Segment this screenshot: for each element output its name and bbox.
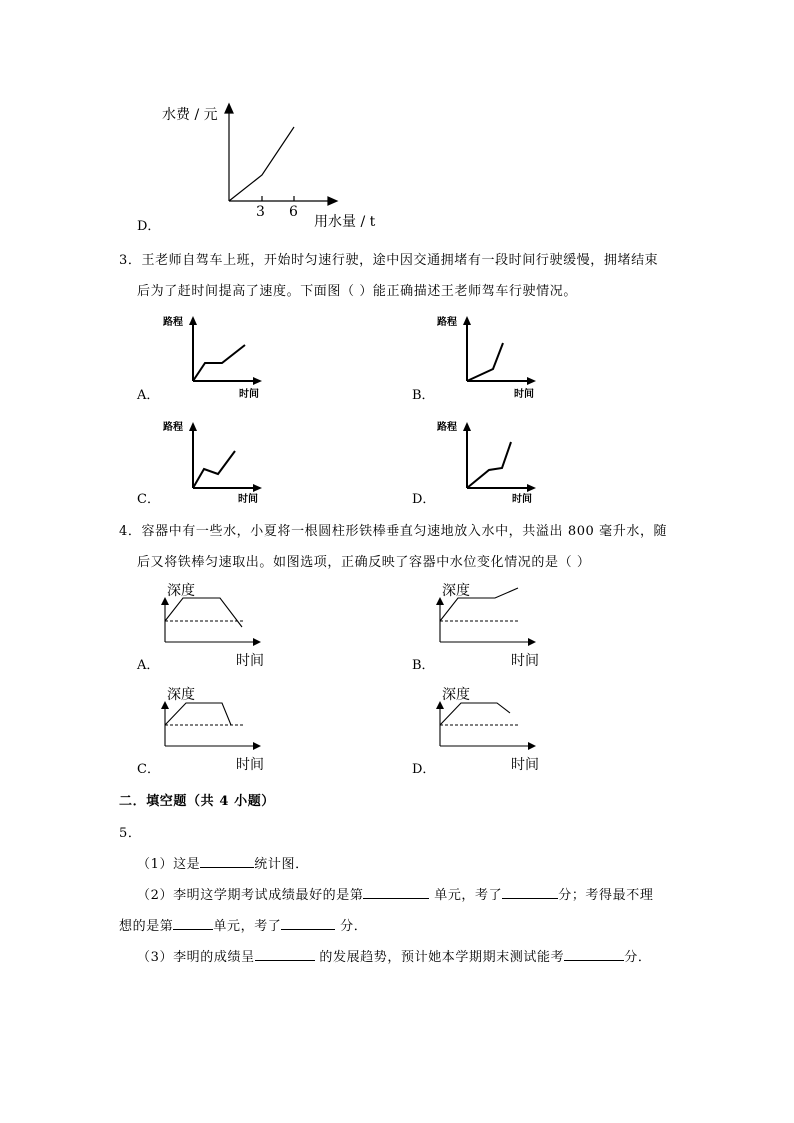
- q5-blank-worst-score[interactable]: [281, 916, 335, 930]
- q4-graph-d: [436, 701, 536, 750]
- q3-c-ylabel: 路程: [163, 422, 183, 433]
- q4-b-ylabel: 深度: [442, 583, 470, 599]
- q4-option-b[interactable]: B．: [412, 658, 435, 673]
- q4-a-ylabel: 深度: [167, 583, 195, 599]
- graph-d-ylabel: 水费 / 元: [162, 107, 218, 123]
- q5-blank-trend[interactable]: [255, 947, 315, 961]
- q4-c-xlabel: 时间: [236, 757, 264, 773]
- option-label-d: D．: [137, 219, 161, 234]
- graph-d-xlabel: 用水量 / t: [314, 214, 376, 230]
- q5-part-3: [137, 946, 651, 965]
- q3-option-b[interactable]: B．: [412, 388, 435, 403]
- q3-line1: 王老师自驾车上班，开始时匀速行驶，途中因交通拥堵有一段时间行驶缓慢，拥堵结束: [141, 253, 659, 268]
- q5-number: 5．: [119, 826, 142, 841]
- q3-a-xlabel: 时间: [239, 389, 259, 400]
- q5-p2-prefix: （2）李明这学期考试成绩最好的是第: [137, 888, 364, 903]
- q4-b-xlabel: 时间: [511, 653, 539, 669]
- q4-line1: 容器中有一些水，小夏将一根圆柱形铁棒垂直匀速地放入水中，共溢出 800 毫升水，随: [141, 524, 668, 539]
- graph-d-tick-6: 6: [289, 204, 298, 220]
- q4-option-d[interactable]: D．: [412, 762, 436, 777]
- q3-option-a[interactable]: A．: [137, 388, 160, 403]
- q5-p2-cont-suffix: 分．: [340, 919, 368, 934]
- q5-p1-suffix: 统计图．: [254, 857, 309, 872]
- q3-c-xlabel: 时间: [238, 494, 258, 505]
- q5-part-2-cont: [119, 915, 367, 934]
- q4-option-a[interactable]: A．: [137, 658, 160, 673]
- q3-b-ylabel: 路程: [437, 317, 457, 328]
- q3-a-ylabel: 路程: [163, 317, 183, 328]
- q3-d-ylabel: 路程: [437, 422, 457, 433]
- q5-part-1: [137, 853, 309, 872]
- q4-option-c[interactable]: C．: [137, 762, 160, 777]
- q4-graph-c: [161, 701, 261, 750]
- q5-blank-predicted-score[interactable]: [564, 947, 624, 961]
- q5-p2-cont-prefix: 想的是第: [119, 919, 174, 934]
- q5-blank-worst-unit[interactable]: [173, 916, 213, 930]
- q5-part-2: [137, 884, 653, 903]
- q3-d-xlabel: 时间: [512, 494, 532, 505]
- q3-b-xlabel: 时间: [514, 389, 534, 400]
- q4-text-line2: 后又将铁棒匀速取出。如图选项，正确反映了容器中水位变化情况的是（ ）: [137, 555, 591, 570]
- q5-p3-mid: 的发展趋势，预计她本学期期末测试能考: [319, 950, 565, 965]
- q3-option-c[interactable]: C．: [137, 492, 160, 507]
- q4-c-ylabel: 深度: [167, 687, 195, 703]
- q5-p2-cont-unit: 单元，考了: [213, 919, 282, 934]
- q4-d-xlabel: 时间: [511, 757, 539, 773]
- q5-p2-unit: 单元，考了: [434, 888, 503, 903]
- q3-text-line2: 后为了赶时间提高了速度。下面图（ ）能正确描述王老师驾车行驶情况。: [137, 284, 577, 299]
- q5-blank-chart-type[interactable]: [200, 854, 254, 868]
- q5-blank-best-score[interactable]: [502, 885, 558, 899]
- q4-graph-b: [436, 588, 536, 646]
- q5-p1-prefix: （1）这是: [137, 857, 201, 872]
- q5-p3-suffix: 分．: [624, 950, 652, 965]
- q3-option-d[interactable]: D．: [412, 492, 436, 507]
- q5-blank-best-unit[interactable]: [363, 885, 429, 899]
- q5-p2-worst: 分；考得最不理: [558, 888, 654, 903]
- q4-number: 4．: [119, 524, 142, 539]
- q4-graph-a: [161, 597, 261, 646]
- section-2-title: 二．填空题（共 4 小题）: [119, 794, 275, 809]
- graph-d-tick-3: 3: [256, 204, 265, 220]
- q4-d-ylabel: 深度: [442, 687, 470, 703]
- q3-number: 3．: [119, 253, 142, 268]
- q4-a-xlabel: 时间: [236, 653, 264, 669]
- q5-p3-prefix: （3）李明的成绩呈: [137, 950, 255, 965]
